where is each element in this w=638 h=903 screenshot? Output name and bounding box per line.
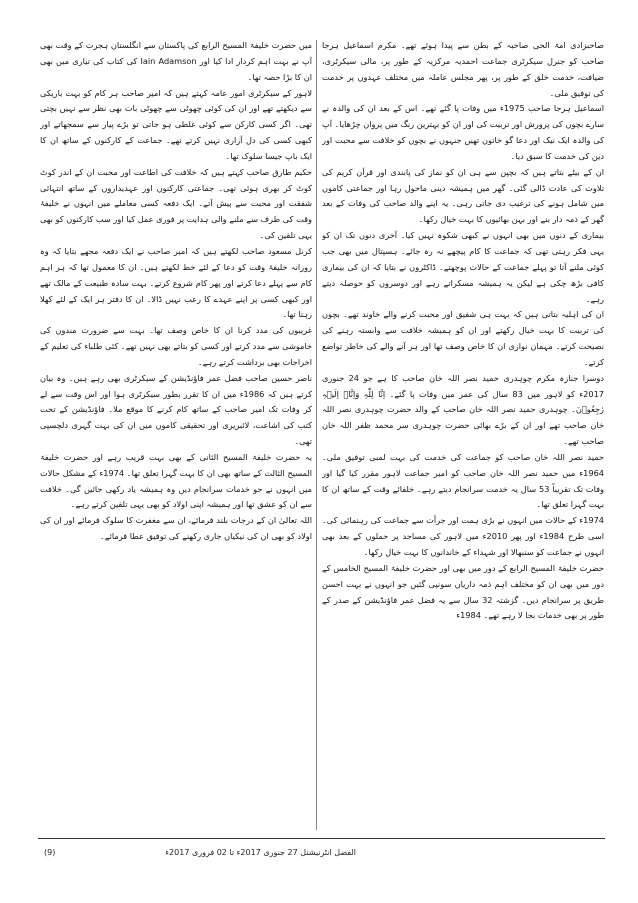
paragraph: حمید نصر اللہ خان صاحب کو جماعت کی خدمت کی بہت لمبی توفیق ملی۔ 1964ء میں حمید نصر اللہ خان صاحب کو امیر جماعت لاہور مقرر کیا گیا اور وفات تک تقریباً 53 سال یہ خدمت سرانجام دیتے رہے۔ خلفائے وقت کے ساتھ ان کا بہت گہرا تعلق تھا۔ — [322, 451, 604, 510]
paragraph: اسماعیل ہرجا صاحب 1975ء میں وفات پا گئے تھے۔ اس کے بعد ان کی والدہ نے سارے بچوں کی پرورش اور تربیت کی اور ان کو بہترین رنگ میں پروان چڑھایا۔ آپ کی والدہ ایک نیک اور دعا گو خاتون تھیں جنہوں نے بچوں کو خلافت سے محبت اور دین کی خدمت کا سبق دیا۔ — [322, 103, 604, 161]
paragraph: ان کے بیٹے بتاتے ہیں کہ بچپن سے ہی ان کو نماز کی پابندی اور قرآن کریم کی تلاوت کی عادت ڈالی گئی۔ گھر میں ہمیشہ دینی ماحول رہا اور جماعتی کاموں میں شامل ہونے کی ترغیب دی جاتی رہی۔ یہ اپنے والد صاحب کی وفات کے بعد گھر کے ذمہ دار بنے اور بہن بھائیوں کا بہت خیال رکھا۔ — [322, 166, 604, 225]
column-divider — [316, 40, 317, 830]
paragraph: کرنل مسعود صاحب لکھتے ہیں کہ امیر صاحب نے ایک دفعہ مجھے بتایا کہ وہ روزانہ خلیفۂ وقت کو دعا کے لئے خط لکھتے ہیں۔ ان کا معمول تھا کہ ہر اہم کام سے پہلے دعا کرتے اور پھر کام شروع کرتے۔ بہت سادہ طبیعت کے مالک تھے اور کبھی کسی پر اپنے عہدے کا رعب نہیں ڈالا۔ ان کا دفتر ہر ایک کے لئے کھلا رہتا تھا۔ — [40, 245, 312, 320]
paragraph: میں حضرت خلیفۃ المسیح الرابع کی پاکستان سے انگلستان ہجرت کے وقت بھی آپ نے بہت اہم کردار ادا کیا اور Iain Adamson کی کتاب کی تیاری میں بھی ان کا بڑا حصہ تھا۔ — [40, 40, 312, 82]
paragraph: دوسرا جنازہ مکرم چوہدری حمید نصر اللہ خان صاحب کا ہے جو 24 جنوری 2017ء کو لاہور میں 83 سال کی عمر میں وفات پا گئے۔ اِنَّا لِلّٰہِ وَاِنَّاۤ اِلَیۡہِ رٰجِعُوۡنَ۔ چوہدری حمید نصر اللہ خان صاحب کے والد حضرت چوہدری نصر اللہ خان صاحب تھے اور ان کے بڑے بھائی حضرت چوہدری سر محمد ظفر اللہ خان صاحب تھے۔ — [322, 372, 604, 447]
paragraph: اللہ تعالیٰ ان کے درجات بلند فرمائے، ان سے مغفرت کا سلوک فرمائے اور ان کی اولاد کو بھی ان کی نیکیاں جاری رکھنے کی توفیق عطا فرمائے۔ — [40, 515, 312, 542]
footer-divider — [38, 838, 605, 839]
paragraph: غریبوں کی مدد کرنا ان کا خاص وصف تھا۔ بہت سے ضرورت مندوں کی خاموشی سے مدد کرتے اور کسی کو بتاتے بھی نہیں تھے۔ کئی طلباء کی تعلیم کے اخراجات بھی برداشت کرتے رہے۔ — [40, 325, 312, 367]
paragraph: بیماری کے دنوں میں بھی انہوں نے کبھی شکوہ نہیں کیا۔ آخری دنوں تک ان کو یہی فکر رہتی تھی کہ جماعت کا کام پیچھے نہ رہ جائے۔ ہسپتال میں بھی جب کوئی ملنے آتا تو پہلے جماعت کے حالات پوچھتے۔ ڈاکٹروں نے بتایا کہ ان کی بیماری کافی بڑھ چکی ہے لیکن یہ ہمیشہ مسکراتے رہے اور دوسروں کو حوصلہ دیتے رہے۔ — [322, 230, 604, 304]
paragraph: ناصر حسین صاحب فضل عمر فاؤنڈیشن کے سیکرٹری بھی رہے ہیں۔ وہ بیان کرتے ہیں کہ 1986ء میں ان کا تقرر بطور سیکرٹری ہوا اور اس وقت سے لے کر وفات تک امیر صاحب کے ساتھ کام کرنے کا موقع ملا۔ فاؤنڈیشن کے تحت کتب کی اشاعت، لائبریری اور تحقیقی کاموں میں ان کی بہت گہری دلچسپی تھی۔ — [40, 372, 312, 447]
right-column — [322, 38, 604, 833]
paragraph: 1974ء کے حالات میں انہوں نے بڑی ہمت اور جرأت سے جماعت کی رہنمائی کی۔ اسی طرح 1984ء اور پھر 2010ء میں لاہور کی مساجد پر حملوں کے بعد بھی انہوں نے جماعت کو سنبھالا اور شہداء کے خاندانوں کا بہت خیال رکھا۔ — [322, 515, 604, 557]
publication-footer: الفضل انٹرنیشنل 27 جنوری 2017ء تا 02 فروری 2017ء — [165, 848, 356, 857]
paragraph: حضرت خلیفۃ المسیح الرابع کے دور میں بھی اور حضرت خلیفۃ المسیح الخامس کے دور میں بھی ان کو مختلف اہم ذمہ داریاں سونپی گئیں جو انہوں نے بہت احسن طریق پر سرانجام دیں۔ گزشتہ 32 سال سے یہ فضل عمر فاؤنڈیشن کے صدر کے طور پر بھی خدمات بجا لا رہے تھے۔ 1984ء — [322, 562, 604, 621]
paragraph: حکیم طارق صاحب کہتے ہیں کہ خلافت کی اطاعت اور محبت ان کے اندر کوٹ کوٹ کر بھری ہوئی تھی۔ جماعتی کارکنوں اور عہدیداروں کے ساتھ انتہائی شفقت اور محبت سے پیش آتے۔ ایک دفعہ کسی معاملے میں انہوں نے خلیفۂ وقت کی طرف سے ملنے والی ہدایت پر فوری عمل کیا اور سب کارکنوں کو بھی یہی تلقین کی۔ — [40, 166, 312, 241]
left-column — [40, 38, 312, 833]
paragraph: صاحبزادی امۃ الحی صاحبہ کے بطن سے پیدا ہوئے تھے۔ مکرم اسماعیل ہرجا صاحب کو جنرل سیکرٹری جماعت احمدیہ مرکزیہ کے طور پر، مالی سیکرٹری، ضیافت، خدمت خلق کے طور پر، پھر مجلس عاملہ میں مختلف عہدوں پر خدمت کی توفیق ملی۔ — [322, 40, 604, 98]
paragraph: ان کی اہلیہ بتاتی ہیں کہ بہت ہی شفیق اور محبت کرنے والے خاوند تھے۔ بچوں کی تربیت کا بہت خیال رکھتے اور ان کو ہمیشہ خلافت سے وابستہ رہنے کی نصیحت کرتے۔ مہمان نوازی ان کا خاص وصف تھا اور ہر آنے والے کی خاطر تواضع کرتے۔ — [322, 309, 604, 367]
paragraph: یہ حضرت خلیفۃ المسیح الثانی کے بھی بہت قریب رہے اور حضرت خلیفۃ المسیح الثالث کے ساتھ بھی ان کا بہت گہرا تعلق تھا۔ 1974ء کے مشکل حالات میں انہوں نے جو خدمات سرانجام دیں وہ ہمیشہ یاد رکھی جائیں گی۔ خلافت سے ان کو عشق تھا اور ہمیشہ اپنی اولاد کو بھی یہی تلقین کرتے رہے۔ — [40, 451, 312, 510]
paragraph: لاہور کے سیکرٹری امور عامہ کہتے ہیں کہ امیر صاحب ہر کام کو بہت باریکی سے دیکھتے تھے اور ان کی کوئی چھوٹی سے چھوٹی بات بھی نظر سے نہیں بچتی تھی۔ اگر کسی کارکن سے کوئی غلطی ہو جاتی تو بڑے پیار سے سمجھاتے اور کبھی کسی کی دل آزاری نہیں کرتے تھے۔ جماعت کے کارکنوں کے ساتھ ان کا ایک باپ جیسا سلوک تھا۔ — [40, 87, 312, 161]
page-number: (9) — [44, 848, 56, 857]
